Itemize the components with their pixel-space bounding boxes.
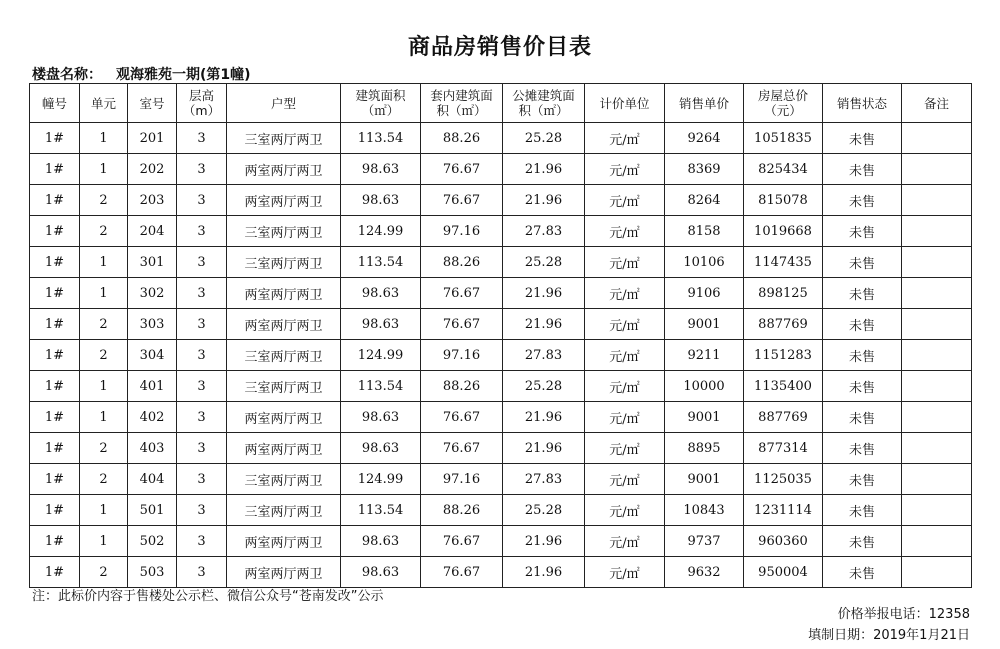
table-cell: 3 xyxy=(177,402,227,433)
table-cell: 21.96 xyxy=(503,433,585,464)
table-cell: 未售 xyxy=(823,185,902,216)
table-cell: 97.16 xyxy=(421,216,503,247)
price-hotline: 价格举报电话：12358 xyxy=(837,607,970,622)
table-cell: 未售 xyxy=(823,557,902,588)
table-cell: 402 xyxy=(128,402,177,433)
table-cell: 887769 xyxy=(744,309,823,340)
table-cell xyxy=(902,278,972,309)
table-cell: 1151283 xyxy=(744,340,823,371)
table-cell: 1# xyxy=(30,495,80,526)
table-cell: 27.83 xyxy=(503,340,585,371)
table-cell: 3 xyxy=(177,278,227,309)
table-cell: 98.63 xyxy=(341,185,421,216)
table-cell: 未售 xyxy=(823,154,902,185)
table-cell: 76.67 xyxy=(421,278,503,309)
table-cell: 元/㎡ xyxy=(585,216,665,247)
footnote: 注：此标价内容于售楼处公示栏、微信公众号“苍南发改”公示 xyxy=(32,589,384,604)
table-cell: 3 xyxy=(177,526,227,557)
table-cell: 两室两厅两卫 xyxy=(227,185,341,216)
col-header: 室号 xyxy=(128,84,177,123)
table-cell: 1 xyxy=(80,526,128,557)
project-name-line xyxy=(32,64,251,84)
table-row xyxy=(30,526,972,557)
table-cell: 98.63 xyxy=(341,557,421,588)
table-cell: 21.96 xyxy=(503,526,585,557)
table-cell: 1# xyxy=(30,557,80,588)
table-cell xyxy=(902,309,972,340)
table-cell: 1147435 xyxy=(744,247,823,278)
table-cell: 887769 xyxy=(744,402,823,433)
table-cell: 97.16 xyxy=(421,340,503,371)
table-cell: 9001 xyxy=(665,464,744,495)
table-cell: 两室两厅两卫 xyxy=(227,433,341,464)
col-header: 户型 xyxy=(227,84,341,123)
table-cell: 三室两厅两卫 xyxy=(227,464,341,495)
table-cell: 113.54 xyxy=(341,495,421,526)
table-cell: 1# xyxy=(30,433,80,464)
col-header: 销售单价 xyxy=(665,84,744,123)
table-cell: 1# xyxy=(30,216,80,247)
table-cell: 元/㎡ xyxy=(585,402,665,433)
table-cell: 98.63 xyxy=(341,154,421,185)
table-cell: 2 xyxy=(80,340,128,371)
table-cell: 元/㎡ xyxy=(585,247,665,278)
table-cell: 98.63 xyxy=(341,433,421,464)
table-cell: 825434 xyxy=(744,154,823,185)
table-cell: 201 xyxy=(128,123,177,154)
table-cell: 21.96 xyxy=(503,402,585,433)
table-cell: 未售 xyxy=(823,123,902,154)
table-row xyxy=(30,557,972,588)
page-title: 商品房销售价目表 xyxy=(407,35,592,60)
table-cell xyxy=(902,185,972,216)
table-cell: 76.67 xyxy=(421,309,503,340)
table-cell: 124.99 xyxy=(341,464,421,495)
table-cell: 501 xyxy=(128,495,177,526)
table-cell: 9001 xyxy=(665,402,744,433)
table-row xyxy=(30,495,972,526)
table-cell: 未售 xyxy=(823,464,902,495)
table-cell: 1# xyxy=(30,247,80,278)
fill-date: 填制日期：2019年1月21日 xyxy=(808,628,970,643)
col-header: 单元 xyxy=(80,84,128,123)
table-cell: 303 xyxy=(128,309,177,340)
table-cell: 1 xyxy=(80,247,128,278)
table-cell: 21.96 xyxy=(503,309,585,340)
col-header: 备注 xyxy=(902,84,972,123)
table-cell: 2 xyxy=(80,309,128,340)
table-cell: 503 xyxy=(128,557,177,588)
table-cell: 8264 xyxy=(665,185,744,216)
table-row xyxy=(30,247,972,278)
table-cell: 204 xyxy=(128,216,177,247)
table-cell: 两室两厅两卫 xyxy=(227,557,341,588)
table-cell: 1135400 xyxy=(744,371,823,402)
table-cell: 27.83 xyxy=(503,216,585,247)
table-cell: 1# xyxy=(30,464,80,495)
col-header: 建筑面积 （㎡） xyxy=(341,84,421,123)
table-cell: 25.28 xyxy=(503,371,585,402)
table-row xyxy=(30,309,972,340)
table-cell: 元/㎡ xyxy=(585,309,665,340)
table-cell: 1# xyxy=(30,278,80,309)
table-row xyxy=(30,154,972,185)
table-cell xyxy=(902,154,972,185)
table-cell: 两室两厅两卫 xyxy=(227,402,341,433)
price-table xyxy=(29,83,972,588)
table-cell: 1# xyxy=(30,340,80,371)
table-cell: 9001 xyxy=(665,309,744,340)
project-value: 观海雅苑一期(第1幢) xyxy=(116,67,251,83)
table-cell: 76.67 xyxy=(421,526,503,557)
table-cell: 21.96 xyxy=(503,185,585,216)
table-cell: 898125 xyxy=(744,278,823,309)
table-cell: 88.26 xyxy=(421,247,503,278)
table-cell: 1# xyxy=(30,371,80,402)
table-cell: 3 xyxy=(177,123,227,154)
table-cell: 301 xyxy=(128,247,177,278)
table-row xyxy=(30,371,972,402)
table-cell: 815078 xyxy=(744,185,823,216)
table-cell: 元/㎡ xyxy=(585,371,665,402)
table-cell: 1051835 xyxy=(744,123,823,154)
table-cell: 1# xyxy=(30,309,80,340)
table-cell xyxy=(902,247,972,278)
table-cell: 3 xyxy=(177,464,227,495)
table-cell: 元/㎡ xyxy=(585,495,665,526)
table-cell xyxy=(902,557,972,588)
table-cell: 1 xyxy=(80,154,128,185)
table-row xyxy=(30,278,972,309)
table-cell: 76.67 xyxy=(421,557,503,588)
col-header: 幢号 xyxy=(30,84,80,123)
col-header: 房屋总价 （元） xyxy=(744,84,823,123)
table-cell: 9632 xyxy=(665,557,744,588)
table-cell: 1231114 xyxy=(744,495,823,526)
table-cell: 两室两厅两卫 xyxy=(227,309,341,340)
table-cell: 元/㎡ xyxy=(585,340,665,371)
table-cell: 元/㎡ xyxy=(585,557,665,588)
table-row xyxy=(30,402,972,433)
table-cell: 未售 xyxy=(823,309,902,340)
table-row xyxy=(30,185,972,216)
table-cell: 未售 xyxy=(823,340,902,371)
table-cell: 1 xyxy=(80,402,128,433)
table-cell xyxy=(902,526,972,557)
table-cell: 88.26 xyxy=(421,495,503,526)
table-cell: 未售 xyxy=(823,495,902,526)
table-cell: 76.67 xyxy=(421,402,503,433)
table-cell: 1 xyxy=(80,123,128,154)
table-cell: 10000 xyxy=(665,371,744,402)
table-header-row xyxy=(30,84,972,123)
table-cell: 2 xyxy=(80,185,128,216)
table-cell: 三室两厅两卫 xyxy=(227,123,341,154)
table-cell: 113.54 xyxy=(341,371,421,402)
table-cell: 两室两厅两卫 xyxy=(227,154,341,185)
table-cell: 1# xyxy=(30,123,80,154)
table-row xyxy=(30,433,972,464)
table-cell: 10843 xyxy=(665,495,744,526)
table-cell xyxy=(902,402,972,433)
table-cell: 76.67 xyxy=(421,154,503,185)
table-cell: 98.63 xyxy=(341,278,421,309)
table-cell: 两室两厅两卫 xyxy=(227,526,341,557)
table-cell: 10106 xyxy=(665,247,744,278)
table-cell: 403 xyxy=(128,433,177,464)
table-cell: 113.54 xyxy=(341,247,421,278)
table-cell: 950004 xyxy=(744,557,823,588)
table-cell: 302 xyxy=(128,278,177,309)
table-cell: 88.26 xyxy=(421,123,503,154)
table-cell: 三室两厅两卫 xyxy=(227,495,341,526)
table-cell: 1 xyxy=(80,278,128,309)
table-cell: 401 xyxy=(128,371,177,402)
table-cell: 76.67 xyxy=(421,185,503,216)
table-cell: 113.54 xyxy=(341,123,421,154)
table-cell: 25.28 xyxy=(503,123,585,154)
table-cell: 502 xyxy=(128,526,177,557)
table-cell: 3 xyxy=(177,247,227,278)
table-cell: 27.83 xyxy=(503,464,585,495)
table-cell: 1# xyxy=(30,154,80,185)
table-cell: 三室两厅两卫 xyxy=(227,340,341,371)
table-cell xyxy=(902,433,972,464)
table-cell: 3 xyxy=(177,495,227,526)
project-label: 楼盘名称： xyxy=(32,67,102,83)
table-cell: 2 xyxy=(80,433,128,464)
table-cell: 元/㎡ xyxy=(585,123,665,154)
col-header: 计价单位 xyxy=(585,84,665,123)
table-cell: 9737 xyxy=(665,526,744,557)
table-cell: 3 xyxy=(177,185,227,216)
table-cell: 元/㎡ xyxy=(585,464,665,495)
table-row xyxy=(30,216,972,247)
table-row xyxy=(30,464,972,495)
table-cell: 未售 xyxy=(823,402,902,433)
table-cell: 1# xyxy=(30,185,80,216)
table-cell: 9264 xyxy=(665,123,744,154)
table-cell: 元/㎡ xyxy=(585,526,665,557)
table-cell: 元/㎡ xyxy=(585,278,665,309)
table-cell: 元/㎡ xyxy=(585,185,665,216)
table-cell: 124.99 xyxy=(341,340,421,371)
table-cell: 3 xyxy=(177,557,227,588)
table-cell: 两室两厅两卫 xyxy=(227,278,341,309)
table-cell: 三室两厅两卫 xyxy=(227,216,341,247)
table-cell: 元/㎡ xyxy=(585,154,665,185)
table-row xyxy=(30,340,972,371)
table-cell: 2 xyxy=(80,464,128,495)
table-cell: 未售 xyxy=(823,371,902,402)
table-cell: 25.28 xyxy=(503,247,585,278)
table-cell: 未售 xyxy=(823,526,902,557)
table-cell: 21.96 xyxy=(503,154,585,185)
table-cell: 1019668 xyxy=(744,216,823,247)
table-cell: 3 xyxy=(177,154,227,185)
table-cell: 未售 xyxy=(823,216,902,247)
table-cell: 1# xyxy=(30,526,80,557)
table-cell xyxy=(902,340,972,371)
table-cell: 202 xyxy=(128,154,177,185)
table-cell: 3 xyxy=(177,309,227,340)
table-cell: 3 xyxy=(177,340,227,371)
table-cell: 960360 xyxy=(744,526,823,557)
table-cell: 3 xyxy=(177,433,227,464)
table-cell: 未售 xyxy=(823,247,902,278)
table-cell xyxy=(902,123,972,154)
col-header: 层高 （m） xyxy=(177,84,227,123)
table-cell: 未售 xyxy=(823,433,902,464)
table-row xyxy=(30,123,972,154)
table-cell: 三室两厅两卫 xyxy=(227,247,341,278)
table-cell: 304 xyxy=(128,340,177,371)
table-cell xyxy=(902,495,972,526)
table-cell: 2 xyxy=(80,216,128,247)
table-cell: 203 xyxy=(128,185,177,216)
table-cell: 8369 xyxy=(665,154,744,185)
table-cell xyxy=(902,216,972,247)
table-cell xyxy=(902,464,972,495)
table-cell: 9106 xyxy=(665,278,744,309)
table-cell: 元/㎡ xyxy=(585,433,665,464)
table-cell: 76.67 xyxy=(421,433,503,464)
table-cell: 124.99 xyxy=(341,216,421,247)
table-cell xyxy=(902,371,972,402)
col-header: 公摊建筑面 积（㎡） xyxy=(503,84,585,123)
table-cell: 21.96 xyxy=(503,557,585,588)
table-cell: 3 xyxy=(177,371,227,402)
table-cell: 21.96 xyxy=(503,278,585,309)
table-cell: 3 xyxy=(177,216,227,247)
table-cell: 8158 xyxy=(665,216,744,247)
table-cell: 88.26 xyxy=(421,371,503,402)
col-header: 销售状态 xyxy=(823,84,902,123)
table-cell: 877314 xyxy=(744,433,823,464)
table-cell: 98.63 xyxy=(341,309,421,340)
table-cell: 98.63 xyxy=(341,402,421,433)
table-cell: 2 xyxy=(80,557,128,588)
table-cell: 1125035 xyxy=(744,464,823,495)
table-cell: 未售 xyxy=(823,278,902,309)
table-cell: 1 xyxy=(80,371,128,402)
col-header: 套内建筑面 积（㎡） xyxy=(421,84,503,123)
table-cell: 98.63 xyxy=(341,526,421,557)
table-cell: 三室两厅两卫 xyxy=(227,371,341,402)
table-cell: 9211 xyxy=(665,340,744,371)
table-cell: 1# xyxy=(30,402,80,433)
table-cell: 1 xyxy=(80,495,128,526)
table-cell: 404 xyxy=(128,464,177,495)
table-cell: 97.16 xyxy=(421,464,503,495)
table-cell: 8895 xyxy=(665,433,744,464)
table-cell: 25.28 xyxy=(503,495,585,526)
